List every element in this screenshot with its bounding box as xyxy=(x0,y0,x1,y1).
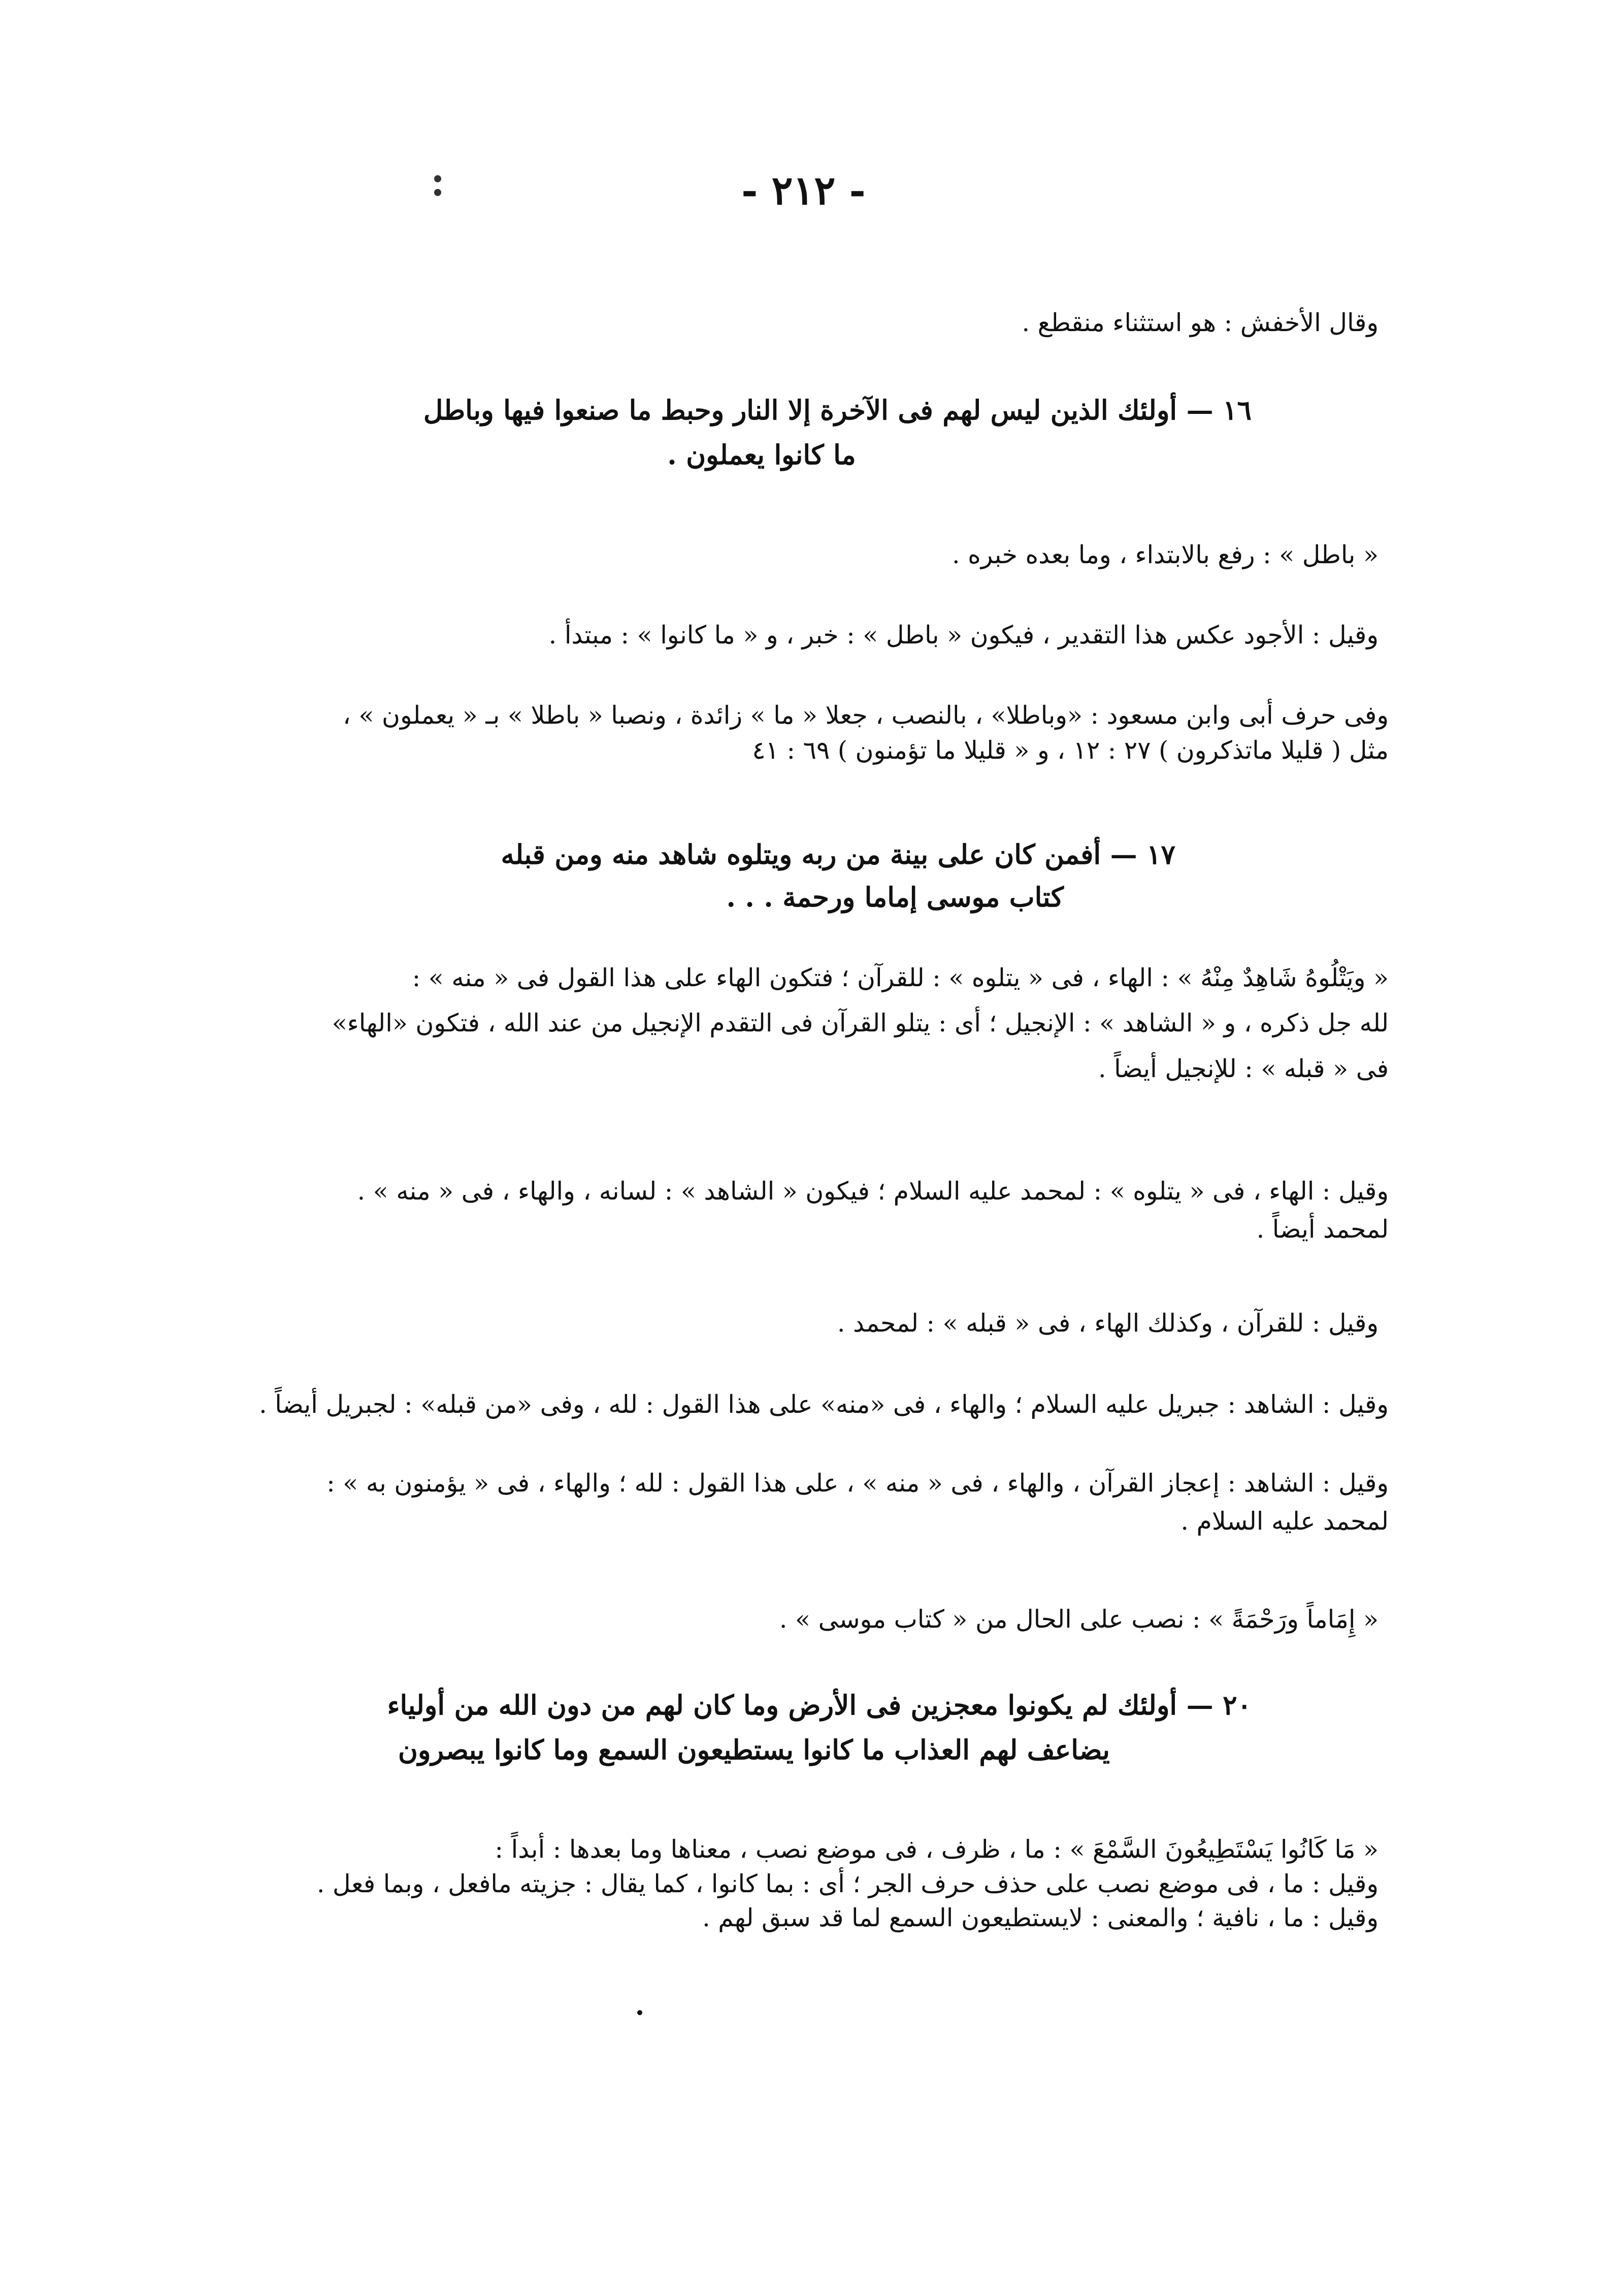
text-line: مثل ( قليلا ماتذكرون ) ٢٧ : ١٢ ، و « قليلا ما تؤمنون ) ٦٩ : ٤١ xyxy=(752,736,1389,765)
paragraph xyxy=(195,1833,1379,1934)
quran-verse-16 xyxy=(272,394,1252,472)
text-line: وقيل : ما ، نافية ؛ والمعنى : لايستطيعون السمع لما قد سبق لهم . xyxy=(702,1903,1379,1933)
paragraph xyxy=(195,539,1379,570)
speck-mark xyxy=(637,2010,642,2015)
text-line: وقيل : الهاء ، فى « يتلوه » : لمحمد عليه السلام ؛ فيكون « الشاهد » : لسانه ، والهاء ، فى « منه » . xyxy=(357,1177,1389,1206)
paragraph xyxy=(195,1604,1379,1635)
text-line: وفى حرف أبى وابن مسعود : «وباطلا» ، بالنصب ، جعلا « ما » زائدة ، ونصبا « باطلا » بـ « يعملون » ، xyxy=(343,701,1389,730)
text-line: وقال الأخفش : هو استثناء منقطع . xyxy=(1022,308,1379,337)
paragraph xyxy=(195,620,1379,651)
verse-line: ١٧ — أفمن كان على بينة من ربه ويتلوه شاهد منه ومن قبله xyxy=(501,839,1175,870)
paragraph xyxy=(195,1176,1389,1245)
text-line: « باطل » : رفع بالابتداء ، وما بعده خبره . xyxy=(952,540,1379,569)
verse-line: ١٦ — أولئك الذين ليس لهم فى الآخرة إلا النار وحبط ما صنعوا فيها وباطل xyxy=(423,395,1252,426)
text-line: وقيل : للقرآن ، وكذلك الهاء ، فى « قبله » : لمحمد . xyxy=(837,1309,1379,1338)
paragraph xyxy=(195,700,1389,766)
text-line: « إِمَاماً ورَحْمَةً » : نصب على الحال من « كتاب موسى » . xyxy=(779,1605,1379,1634)
verse-line: كتاب موسى إماما ورحمة . . . xyxy=(726,882,1064,914)
paragraph xyxy=(195,962,1389,1084)
paragraph xyxy=(195,307,1379,338)
text-line: وقيل : ما ، فى موضع نصب على حذف حرف الجر ؛ أى : بما كانوا ، كما يقال : جزيته مافعل ، وبما فعل . xyxy=(316,1869,1379,1898)
page-number: - ٢١٢ - xyxy=(741,168,866,214)
verse-line: ٢٠ — أولئك لم يكونوا معجزين فى الأرض وما كان لهم من دون الله من أولياء xyxy=(387,1690,1252,1721)
text-line: وقيل : الأجود عكس هذا التقدير ، فيكون « باطل » : خبر ، و « ما كانوا » : مبتدأ . xyxy=(548,621,1379,650)
text-line: لمحمد عليه السلام . xyxy=(1180,1507,1389,1536)
text-line: وقيل : الشاهد : جبريل عليه السلام ؛ والهاء ، فى «منه» على هذا القول : لله ، وفى «من قبله» : لجبريل أيضاً . xyxy=(259,1390,1389,1419)
text-line: وقيل : الشاهد : إعجاز القرآن ، والهاء ، فى « منه » ، على هذا القول : لله ؛ والهاء ، فى « يؤمنون به » : xyxy=(326,1469,1389,1498)
text-line: « مَا كَانُوا يَسْتَطِيعُونَ السَّمْعَ » : ما ، ظرف ، فى موضع نصب ، معناها وما بعدها : أبداً : xyxy=(495,1835,1379,1864)
paragraph xyxy=(195,1389,1389,1420)
text-line: لمحمد أيضاً . xyxy=(1256,1215,1389,1244)
text-line: لله جل ذكره ، و « الشاهد » : الإنجيل ؛ أى : يتلو القرآن فى التقدم الإنجيل من عند الله ، فتكون «الهاء» xyxy=(332,1009,1389,1038)
text-line: فى « قبله » : للإنجيل أيضاً . xyxy=(1098,1054,1389,1083)
verse-line: ما كانوا يعملون . xyxy=(667,439,856,471)
verse-line: يضاعف لهم العذاب ما كانوا يستطيعون السمع وما كانوا يبصرون xyxy=(398,1734,1110,1766)
paragraph xyxy=(195,1308,1379,1339)
paragraph xyxy=(195,1468,1389,1537)
quran-verse-20 xyxy=(256,1689,1252,1767)
quran-verse-17 xyxy=(439,838,1175,915)
text-line: « ويَتْلُوهُ شَاهِدٌ مِنْهُ » : الهاء ، فى « يتلوه » : للقرآن ؛ فتكون الهاء على هذا القول فى « منه » : xyxy=(412,963,1389,992)
